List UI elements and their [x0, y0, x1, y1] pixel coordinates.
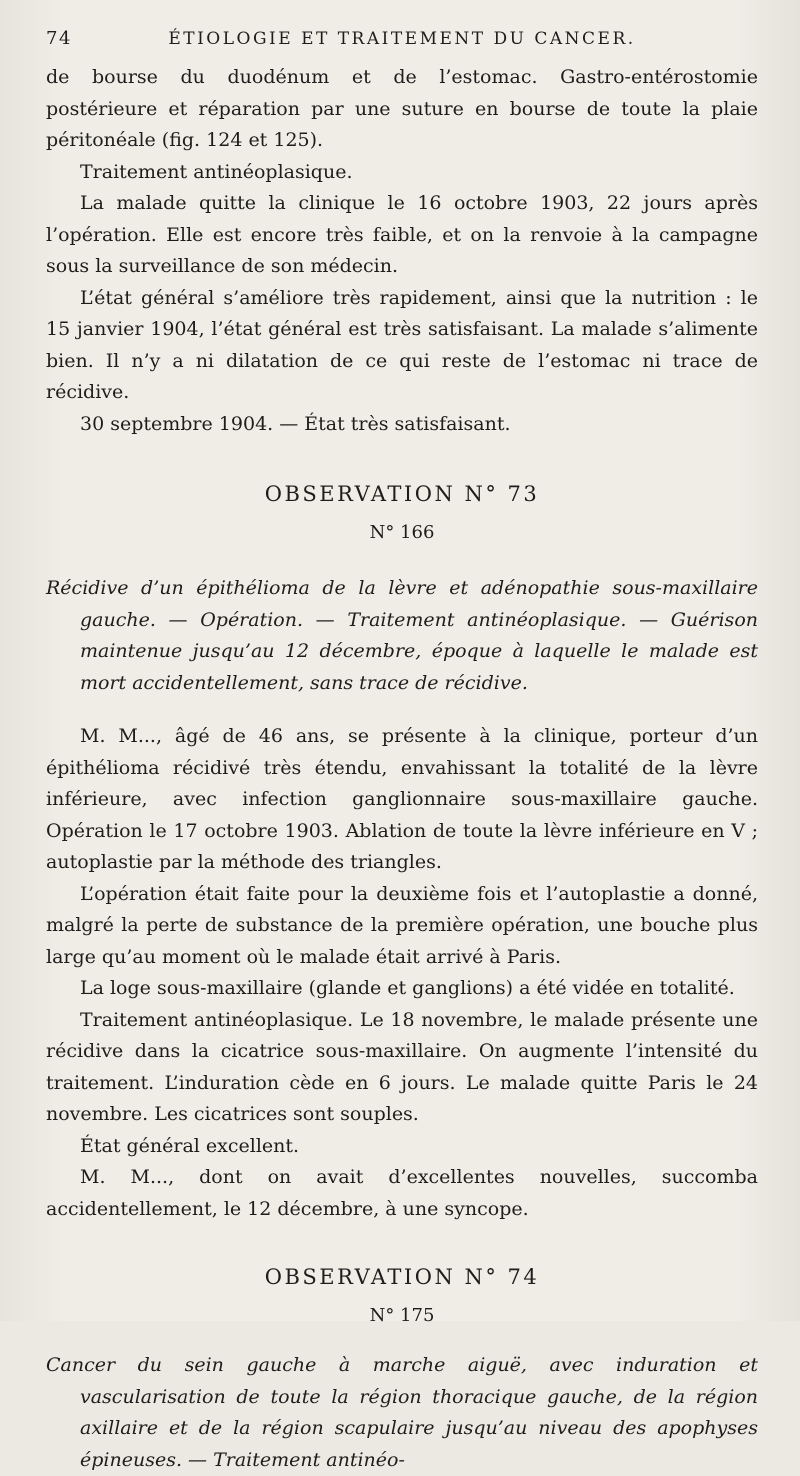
- observation-summary: Récidive d’un épithélioma de la lèvre et adénopathie sous-maxillaire gauche. — Opération. — Traitement antinéoplasique. — Guérison maintenue jusqu’au 12 décembre, époque à laquelle le malade est mort accidentellement, sans trace de récidive.: [46, 577, 758, 694]
- paragraph: État général excellent.: [80, 1134, 300, 1157]
- paragraph: Traitement antinéoplasique.: [80, 160, 353, 183]
- running-title: ÉTIOLOGIE ET TRAITEMENT DU CANCER.: [168, 29, 636, 49]
- paragraph: M. M..., âgé de 46 ans, se présente à la clinique, porteur d’un épithélioma récidivé très étendu, envahissant la totalité de la lèvre inférieure, avec infection ganglionnaire sous-maxillaire gauche. Opération le 17 octobre 1903. Ablation de toute la lèvre inférieure en V ; autoplastie par la méthode des triangles.: [46, 725, 758, 873]
- observation-heading: OBSERVATION N° 73: [264, 482, 540, 506]
- observation-summary: Cancer du sein gauche à marche aiguë, avec induration et vascularisation de toute la région thoracique gauche, de la région axillaire et de la région scapulaire jusqu’au niveau des apophyses épineuses. — Traitement antinéo-: [46, 1354, 758, 1471]
- running-header: [46, 28, 758, 62]
- paragraph: de bourse du duodénum et de l’estomac. Gastro-entérostomie postérieure et réparation par une suture en bourse de toute la plaie péritonéale (fig. 124 et 125).: [46, 66, 758, 151]
- paragraph: L’opération était faite pour la deuxième fois et l’autoplastie a donné, malgré la perte de substance de la première opération, une bouche plus large qu’au moment où le malade était arrivé à Paris.: [46, 882, 758, 968]
- intro-text: [46, 62, 758, 440]
- paragraph: La loge sous-maxillaire (glande et ganglions) a été vidée en totalité.: [80, 977, 735, 999]
- paragraph: Traitement antinéoplasique. Le 18 novembre, le malade présente une récidive dans la cicatrice sous-maxillaire. On augmente l’intensité du traitement. L’induration cède en 6 jours. Le malade quitte Paris le 24 novembre. Les cicatrices sont souples.: [46, 1008, 758, 1125]
- paragraph: 30 septembre 1904. — État très satisfaisant.: [80, 412, 511, 435]
- page-number: 74: [46, 28, 72, 49]
- paragraph: La malade quitte la clinique le 16 octobre 1903, 22 jours après l’opération. Elle est encore très faible, et on la renvoie à la campagne sous la surveillance de son médecin.: [46, 192, 758, 277]
- observation-number: N° 175: [369, 1305, 435, 1326]
- observation-number: N° 166: [369, 522, 435, 543]
- observation-body: [46, 721, 758, 1225]
- observation-heading: OBSERVATION N° 74: [264, 1265, 540, 1289]
- paragraph: M. M..., dont on avait d’excellentes nouvelles, succomba accidentellement, le 12 décembre, à une syncope.: [46, 1166, 758, 1220]
- paragraph: L’état général s’améliore très rapidement, ainsi que la nutrition : le 15 janvier 1904, l’état général est très satisfaisant. La malade s’alimente bien. Il n’y a ni dilatation de ce qui reste de l’estomac ni trace de récidive.: [46, 286, 758, 403]
